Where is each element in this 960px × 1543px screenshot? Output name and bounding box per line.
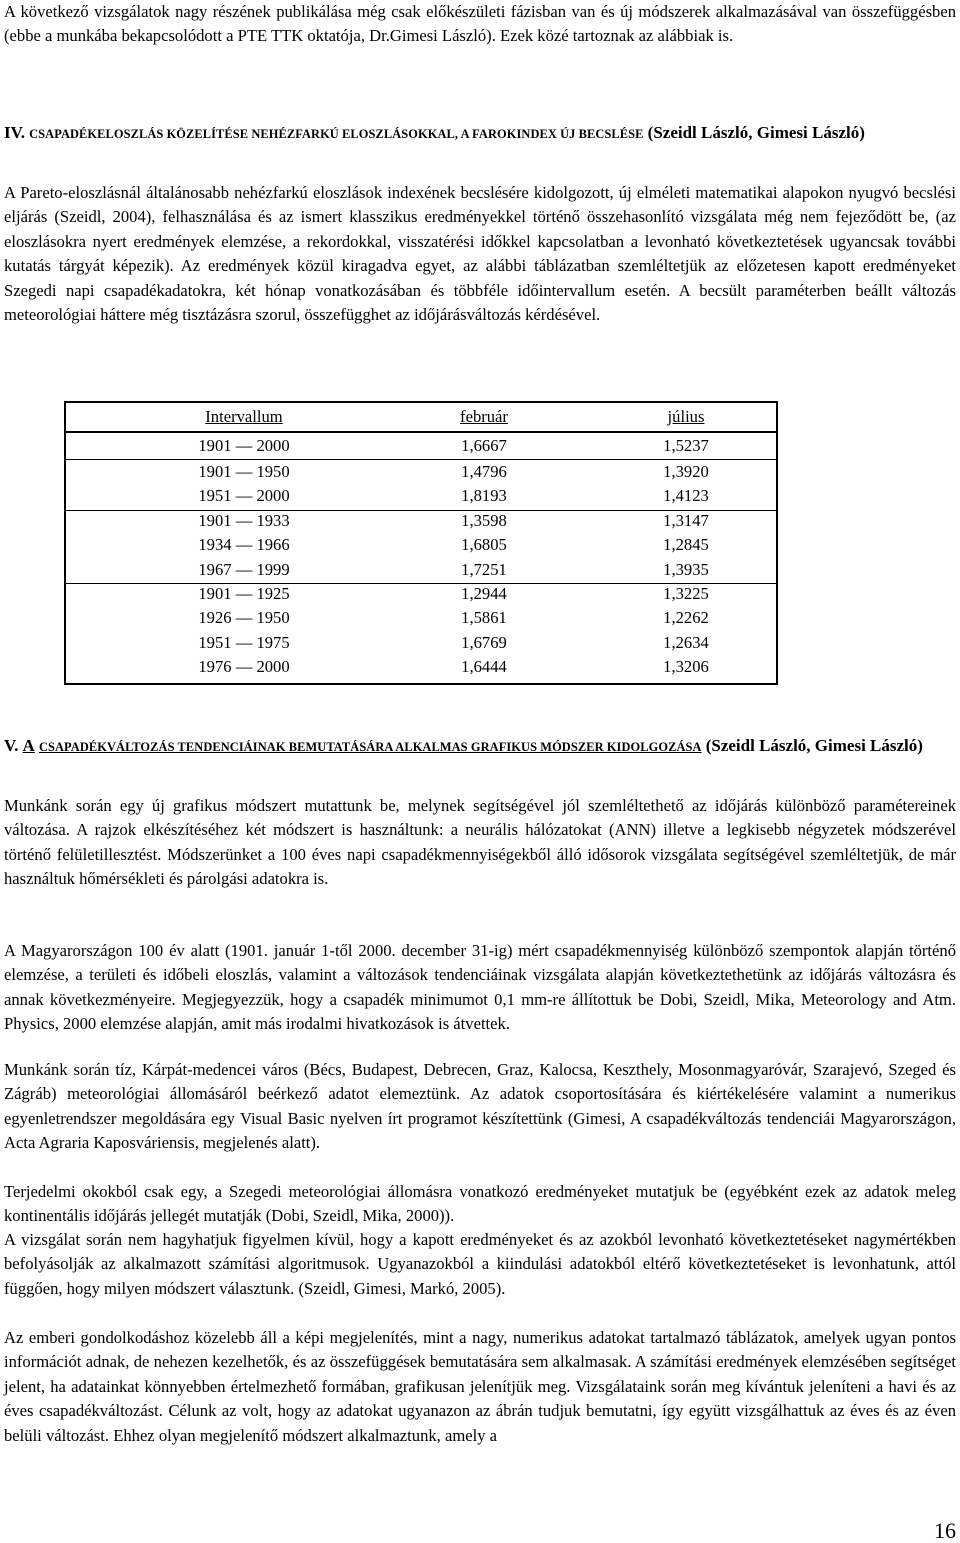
table-header-row bbox=[66, 403, 776, 433]
section-5-paragraph-4: Terjedelmi okokból csak egy, a Szegedi meteorológiai állomásra vonatkozó eredményeket mutatjuk be (egyébként ezek az adatok meleg kontinentális időjárás jellegét mutatják (Dobi, Szeidl, Mika, 2000)). bbox=[4, 1182, 956, 1226]
cell-july: 1,3225 bbox=[663, 584, 709, 603]
cell-february: 1,2944 bbox=[461, 584, 507, 603]
cell-february: 1,3598 bbox=[461, 511, 507, 530]
cell-july: 1,2845 bbox=[663, 535, 709, 555]
table-row-group bbox=[66, 433, 776, 460]
section-5-paragraph-5: A vizsgálat során nem hagyhatjuk figyelmen kívül, hogy a kapott eredményeket és az azokból levonható következtetéseket nagymértékben befolyásolják az alkalmazott számítási algoritmusok. Ugyanazokból a kiindulási adatokból eltérő következtetéseket is levonhatunk, attól függően, hogy milyen módszert választunk. (Szeidl, Gimesi, Markó, 2005). bbox=[4, 1230, 956, 1298]
section-5-number: V. bbox=[4, 736, 19, 755]
cell-february: 1,6667 bbox=[461, 436, 507, 455]
cell-july: 1,5237 bbox=[663, 436, 709, 455]
cell-interval: 1926 — 1950 bbox=[198, 608, 290, 628]
table-row bbox=[66, 631, 776, 655]
cell-july: 1,3935 bbox=[663, 559, 709, 579]
cell-july: 1,3147 bbox=[663, 511, 709, 530]
section-4-heading bbox=[4, 121, 956, 146]
cell-july: 1,2262 bbox=[663, 608, 709, 628]
table-row bbox=[66, 606, 776, 630]
table-row bbox=[66, 558, 776, 582]
cell-interval: 1901 — 1925 bbox=[198, 584, 290, 603]
cell-february: 1,4796 bbox=[461, 462, 507, 481]
table-row bbox=[66, 460, 776, 484]
header-july: július bbox=[667, 407, 705, 426]
cell-interval: 1951 — 1975 bbox=[198, 632, 290, 652]
cell-february: 1,7251 bbox=[461, 559, 507, 579]
cell-february: 1,5861 bbox=[461, 608, 507, 628]
section-5-paragraph-6: Az emberi gondolkodáshoz közelebb áll a képi megjelenítés, mint a nagy, numerikus adatokat tartalmazó táblázatok, amelyek ugyan pontos információt adnak, de nehezen kezelhetők, és az összefüggések bemutatására sem alkalmasak. A számítási eredmények elemzésében segítséget jelent, ha adatainkat könnyebben értelmezhető formában, grafikusan jelenítjük meg. Vizsgálataink során meg kívántuk jeleníteni a havi és az éves csapadékváltozást. Célunk az volt, hogy az adatokat ugyanazon az ábrán tudjuk bemutatni, így együtt vizsgálhattuk az éves és az éven belüli változást. Ehhez olyan megjelenítő módszert alkalmaztunk, amely a bbox=[4, 1328, 956, 1445]
section-5-paragraph-3: Munkánk során tíz, Kárpát-medencei város (Bécs, Budapest, Debrecen, Graz, Kalocsa, Keszthely, Mosonmagyaróvár, Szarajevó, Szeged és Zágráb) meteorológiai állomásáról beérkező adatot elemeztünk. Az adatok csoportosítására és kiértékelésére valamint a numerikus egyenletrendszer megoldására egy Visual Basic nyelven írt programot készítettünk (Gimesi, A csapadékváltozás tendenciái Magyarországon, Acta Agraria Kaposváriensis, megjelenés alatt). bbox=[4, 1060, 956, 1153]
section-4-title: CSAPADÉKELOSZLÁS KÖZELÍTÉSE NEHÉZFARKÚ ELOSZLÁSOKKAL, A FAROKINDEX ÚJ BECSLÉSE bbox=[29, 127, 644, 141]
page-number: 16 bbox=[934, 1518, 956, 1543]
cell-interval: 1976 — 2000 bbox=[198, 657, 290, 677]
section-5-authors: (Szeidl László, Gimesi László) bbox=[705, 736, 923, 755]
cell-interval: 1901 — 1950 bbox=[198, 462, 290, 481]
table-row bbox=[66, 533, 776, 557]
cell-july: 1,3206 bbox=[663, 657, 709, 677]
cell-interval: 1901 — 2000 bbox=[198, 436, 290, 455]
intro-paragraph: A következő vizsgálatok nagy részének publikálása még csak előkészületi fázisban van és új módszerek alkalmazásával van összefüggésben (ebbe a munkába bekapcsolódott a PTE TTK oktatója, Dr.Gimesi László). Ezek közé tartoznak az alábbiak is. bbox=[4, 2, 956, 46]
cell-july: 1,3920 bbox=[663, 462, 709, 481]
section-5-paragraph-2: A Magyarországon 100 év alatt (1901. január 1-től 2000. december 31-ig) mért csapadékmennyiség különböző szempontok alapján történő elemzése, a területi és időbeli eloszlás, valamint a változások tendenciáinak vizsgálata alapján következtethetünk az időjárás változásra és annak következményeire. Megjegyezzük, hogy a csapadék minimumot 0,1 mm-re állítottuk be Dobi, Szeidl, Mika, Meteorology and Atm. Physics, 2000 elemzése alapján, amit más irodalmi hivatkozások is átvettek. bbox=[4, 941, 956, 1034]
table-row-group bbox=[66, 459, 776, 511]
table-row bbox=[66, 582, 776, 606]
table-row bbox=[66, 434, 776, 458]
cell-interval: 1967 — 1999 bbox=[198, 559, 290, 579]
cell-february: 1,8193 bbox=[461, 486, 507, 506]
cell-july: 1,2634 bbox=[663, 632, 709, 652]
section-5-heading bbox=[4, 734, 956, 759]
table-row-group bbox=[66, 581, 776, 681]
table-row bbox=[66, 509, 776, 533]
header-interval: Intervallum bbox=[205, 407, 283, 426]
cell-interval: 1934 — 1966 bbox=[198, 535, 290, 555]
table-row-group bbox=[66, 508, 776, 584]
cell-interval: 1951 — 2000 bbox=[198, 486, 290, 506]
cell-february: 1,6769 bbox=[461, 632, 507, 652]
table-row bbox=[66, 484, 776, 508]
section-4-body: A Pareto-eloszlásnál általánosabb nehézfarkú eloszlások indexének becslésére kidolgozott, új elméleti matematikai alapokon nyugvó becslési eljárás (Szeidl, 2004), felhasználása és az ismert klasszikus eredményekkel történő összehasonlító vizsgálata még nem fejeződött be, (az eloszlásokra nyert eredmények elemzése, a rekordokkal, visszatérési időkkel kapcsolatban a levonható következtetések ugyancsak további kutatás tárgyát képezik). Az eredmények közül kiragadva egyet, az alábbi táblázatban szemléltetjük az előzetesen kapott eredményeket Szegedi napi csapadékadatokra, két hónap vonatkozásában és többféle időintervallum esetén. A becsült paraméterben beállt változás meteorológiai háttere még tisztázásra szorul, összefügghet az időjárásváltozás kérdésével. bbox=[4, 183, 956, 325]
cell-february: 1,6805 bbox=[461, 535, 507, 555]
section-4-authors: (Szeidl László, Gimesi László) bbox=[647, 123, 865, 142]
section-4-number: IV. bbox=[4, 123, 25, 142]
cell-interval: 1901 — 1933 bbox=[198, 511, 290, 530]
section-5-title-first: A bbox=[22, 736, 35, 755]
cell-february: 1,6444 bbox=[461, 657, 507, 677]
section-5-paragraph-1: Munkánk során egy új grafikus módszert mutattunk be, melynek segítségével jól szemléltethető az időjárás különböző paramétereinek változása. A rajzok elkészítéséhez két módszert is használtunk: a neurális hálózatokat (ANN) illetve a legkisebb négyzetek módszerével történő felületillesztést. Módszerünket a 100 éves napi csapadékmennyiségekből álló idősorok vizsgálata segítségével szemléltetjük, de már használtuk hőmérsékleti és párolgási adatokra is. bbox=[4, 796, 956, 889]
table-row bbox=[66, 655, 776, 679]
section-5-title: CSAPADÉKVÁLTOZÁS TENDENCIÁINAK BEMUTATÁSÁRA ALKALMAS GRAFIKUS MÓDSZER KIDOLGOZÁSA bbox=[38, 740, 702, 754]
results-table bbox=[64, 401, 778, 685]
cell-july: 1,4123 bbox=[663, 486, 709, 506]
header-february: február bbox=[460, 407, 508, 426]
